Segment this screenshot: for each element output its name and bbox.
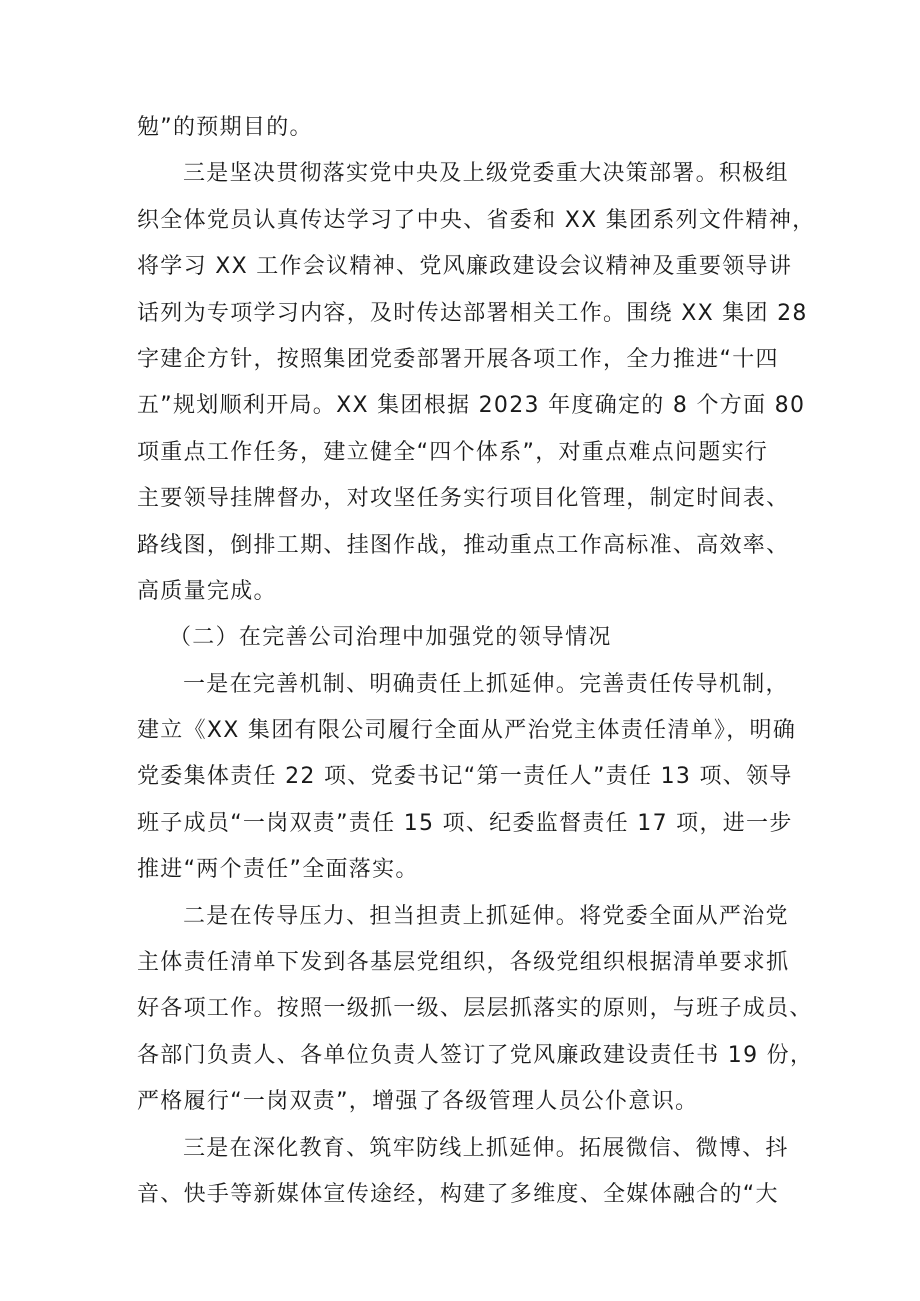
document-body [137,105,816,1218]
text-line: 班子成员“一岗双责”责任 15 项、纪委监督责任 17 项，进一步 [137,810,793,836]
text-line: 字建企方针，按照集团党委部署开展各项工作，全力推进“十四 [137,346,779,372]
text-line: 话列为专项学习内容，及时传达部署相关工作。围绕 XX 集团 28 [137,300,808,326]
paragraph-first-line: 一是在完善机制、明确责任上抓延伸。完善责任传导机制， [183,671,789,697]
paragraph-first-line: 三是坚决贯彻落实党中央及上级党委重大决策部署。积极组 [183,161,789,187]
text-line: 党委集体责任 22 项、党委书记“第一责任人”责任 13 项、领导 [137,764,793,790]
text-line: 各部门负责人、各单位负责人签订了党风廉政建设责任书 19 份， [137,1042,814,1068]
text-line: 建立《XX 集团有限公司履行全面从严治党主体责任清单》，明确 [137,718,797,744]
text-line: 将学习 XX 工作会议精神、党风廉政建设会议精神及重要领导讲 [137,254,793,280]
text-line: 主体责任清单下发到各基层党组织，各级党组织根据清单要求抓 [137,950,790,976]
text-line: 项重点工作任务，建立健全“四个体系”，对重点难点问题实行 [137,439,769,465]
text-line: 路线图，倒排工期、挂图作战，推动重点工作高标准、高效率、 [137,532,790,558]
paragraph-first-line: 二是在传导压力、担当担责上抓延伸。将党委全面从严治党 [183,903,789,929]
text-line: 严格履行“一岗双责”，增强了各级管理人员公仆意识。 [137,1089,699,1115]
text-line: 好各项工作。按照一级抓一级、层层抓落实的原则，与班子成员、 [137,996,813,1022]
paragraph-first-line: 三是在深化教育、筑牢防线上抓延伸。拓展微信、微博、抖 [183,1135,789,1161]
text-line: 高质量完成。 [137,578,277,604]
text-line: 主要领导挂牌督办，对攻坚任务实行项目化管理，制定时间表、 [137,486,790,512]
text-line: 织全体党员认真传达学习了中央、省委和 XX 集团系列文件精神， [137,207,816,233]
text-line: 勉”的预期目的。 [137,115,313,140]
text-line: 推进“两个责任”全面落实。 [137,857,419,883]
text-line: 五”规划顺利开局。XX 集团根据 2023 年度确定的 8 个方面 80 [137,393,806,419]
section-heading: （二）在完善公司治理中加强党的领导情况 [169,625,612,651]
text-line: 音、快手等新媒体宣传途经，构建了多维度、全媒体融合的“大 [137,1181,779,1207]
